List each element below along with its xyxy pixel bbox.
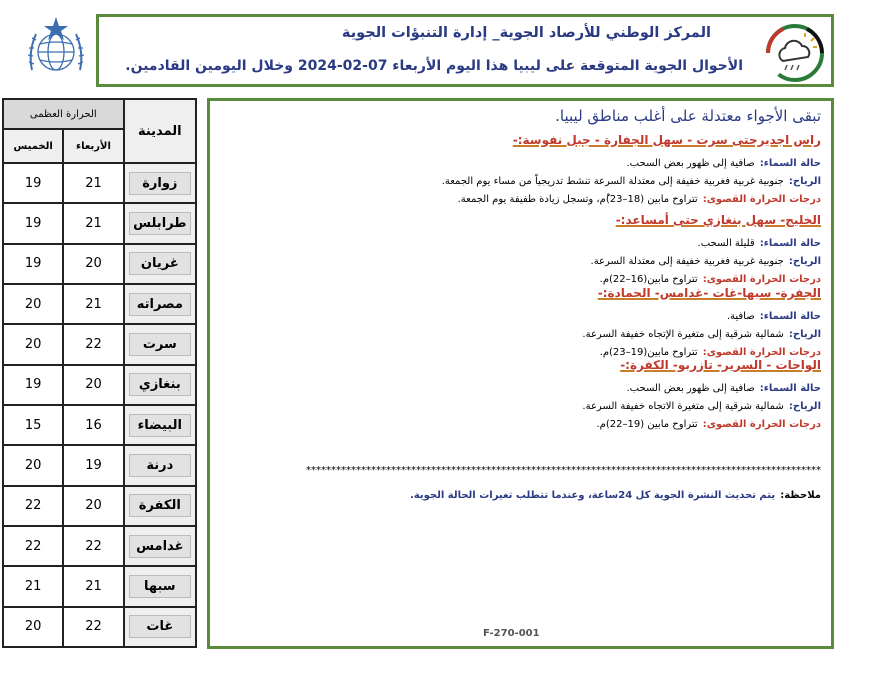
forecast-line [513, 129, 821, 148]
city-label: الكفرة [129, 494, 191, 517]
forecast-line [582, 394, 821, 413]
wmo-emblem-icon [22, 14, 90, 82]
table-row [3, 607, 196, 647]
header-title: المركز الوطني للأرصاد الجوية_ إدارة التنبؤات الجوية [341, 25, 711, 41]
wind-label: الرياح: [788, 176, 821, 187]
temp-label: درجات الحرارة القصوى: [702, 347, 821, 358]
table-row [3, 405, 196, 445]
table-row [3, 445, 196, 485]
forecast-line [458, 187, 821, 206]
table-row [3, 284, 196, 324]
table-row [3, 566, 196, 606]
city-name [124, 526, 196, 566]
day1-header: الأربعاء [63, 129, 123, 163]
city-label: مصراته [129, 293, 191, 316]
city-name [124, 607, 196, 647]
day2-temp: 19 [3, 203, 63, 243]
forecast-line [596, 412, 821, 431]
sky-text: صافية إلى ظهور بعض السحب. [626, 158, 755, 169]
header-subtitle: الأحوال الجوية المتوقعة على ليبيا هذا اليوم الأربعاء 07-02-2024 وخلال اليومين القادمين. [125, 58, 743, 74]
city-label: زوارة [129, 172, 191, 195]
note [410, 483, 821, 502]
sky-text: صافية. [726, 311, 755, 322]
city-label: سبها [129, 575, 191, 598]
forecast-line [727, 304, 821, 323]
city-name [124, 445, 196, 485]
region-title: الخليج- سهل بنغازي حتى أمساعد:- [615, 213, 821, 227]
temp-text: تتراوح مابين (19–22)م. [596, 419, 698, 430]
city-header: المدينة [124, 99, 196, 163]
day2-temp: 21 [3, 566, 63, 606]
temperature-table [2, 98, 197, 648]
day1-temp: 21 [63, 163, 123, 203]
day1-temp: 20 [63, 486, 123, 526]
wind-text: جنوبية غربية فغربية خفيفة إلى معتدلة السرعة. [590, 256, 784, 267]
forecast-line [598, 282, 821, 301]
city-name [124, 284, 196, 324]
ncm-cloud-sun-icon [763, 23, 827, 83]
table-row [3, 365, 196, 405]
day2-temp: 22 [3, 526, 63, 566]
day2-temp: 19 [3, 244, 63, 284]
sky-text: قليلة السحب. [697, 238, 755, 249]
city-name [124, 405, 196, 445]
day1-temp: 22 [63, 324, 123, 364]
day2-temp: 20 [3, 284, 63, 324]
temp-label: درجات الحرارة القصوى: [702, 194, 821, 205]
note-label: ملاحظة: [780, 490, 821, 501]
table-row [3, 526, 196, 566]
day1-temp: 22 [63, 526, 123, 566]
sky-label: حالة السماء: [759, 311, 821, 322]
forecast-panel [207, 98, 834, 649]
wind-label: الرياح: [788, 401, 821, 412]
day1-temp: 21 [63, 203, 123, 243]
city-name [124, 486, 196, 526]
city-label: سرت [129, 333, 191, 356]
temp-label: درجات الحرارة القصوى: [702, 419, 821, 430]
table-row [3, 324, 196, 364]
city-name [124, 203, 196, 243]
max-temp-header: الحرارة العظمى [3, 99, 124, 129]
region-title: الواحات - السرير- تازربو- الكفرة:- [620, 358, 821, 372]
city-name [124, 566, 196, 606]
city-label: درنة [129, 454, 191, 477]
table-row [3, 163, 196, 203]
forecast-line [698, 231, 821, 250]
forecast-line [582, 322, 821, 341]
wind-label: الرياح: [788, 256, 821, 267]
day1-temp: 16 [63, 405, 123, 445]
city-label: البيضاء [129, 414, 191, 437]
temp-text: تتراوح مابين(16–22)م. [599, 274, 698, 285]
city-name [124, 244, 196, 284]
forecast-line [627, 376, 822, 395]
separator-line: ******************************************************************************************************* [306, 465, 821, 476]
city-label: غات [129, 615, 191, 638]
city-name [124, 163, 196, 203]
sky-label: حالة السماء: [759, 158, 821, 169]
day2-temp: 20 [3, 445, 63, 485]
day2-temp: 19 [3, 365, 63, 405]
document-code: F-270-001 [483, 628, 540, 639]
temp-text: تتراوح مابين(19–23)م. [599, 347, 698, 358]
city-label: بنغازي [129, 373, 191, 396]
header-box [96, 14, 834, 87]
table-row [3, 244, 196, 284]
city-name [124, 365, 196, 405]
table-row [3, 203, 196, 243]
forecast-line [591, 249, 821, 268]
day2-header: الخميس [3, 129, 63, 163]
day1-temp: 21 [63, 284, 123, 324]
day2-temp: 20 [3, 607, 63, 647]
day2-temp: 15 [3, 405, 63, 445]
sky-label: حالة السماء: [759, 383, 821, 394]
region-title: راس اجديرحتى سرت - سهل الجفارة - جبل نفوسة:- [512, 133, 821, 147]
day1-temp: 19 [63, 445, 123, 485]
forecast-line [620, 354, 821, 373]
table-row [3, 486, 196, 526]
forecast-summary: تبقى الأجواء معتدلة على أغلب مناطق ليبيا. [555, 107, 821, 125]
forecast-line [616, 209, 821, 228]
forecast-line [442, 169, 821, 188]
forecast-line [627, 151, 822, 170]
day2-temp: 19 [3, 163, 63, 203]
city-label: غدامس [129, 535, 191, 558]
temp-label: درجات الحرارة القصوى: [702, 274, 821, 285]
city-name [124, 324, 196, 364]
day2-temp: 20 [3, 324, 63, 364]
day1-temp: 21 [63, 566, 123, 606]
wind-text: جنوبية غربية فغربية خفيفة إلى معتدلة السرعة تنشط تدريجياً من مساء يوم الجمعة. [441, 176, 784, 187]
wind-label: الرياح: [788, 329, 821, 340]
day2-temp: 22 [3, 486, 63, 526]
note-text: يتم تحديث النشرة الجوية كل 24ساعة، وعندما تتطلب تغيرات الحالة الجوية. [410, 490, 776, 501]
sky-text: صافية إلى ظهور بعض السحب. [626, 383, 755, 394]
city-label: طرابلس [129, 212, 191, 235]
temp-text: تتراوح مابين (18–23)ْم، وتسجل زيادة طفيفة يوم الجمعة. [457, 194, 698, 205]
region-title: الجفرة- سبها-غات -غدامس- الحمادة:- [597, 286, 821, 300]
day1-temp: 20 [63, 365, 123, 405]
wind-text: شمالية شرقية إلى متغيرة الإتجاه خفيفة السرعة. [582, 329, 784, 340]
city-label: غريان [129, 252, 191, 275]
sky-label: حالة السماء: [759, 238, 821, 249]
day1-temp: 20 [63, 244, 123, 284]
day1-temp: 22 [63, 607, 123, 647]
wind-text: شمالية شرقية إلى متغيرة الاتجاه خفيفة السرعة. [582, 401, 784, 412]
